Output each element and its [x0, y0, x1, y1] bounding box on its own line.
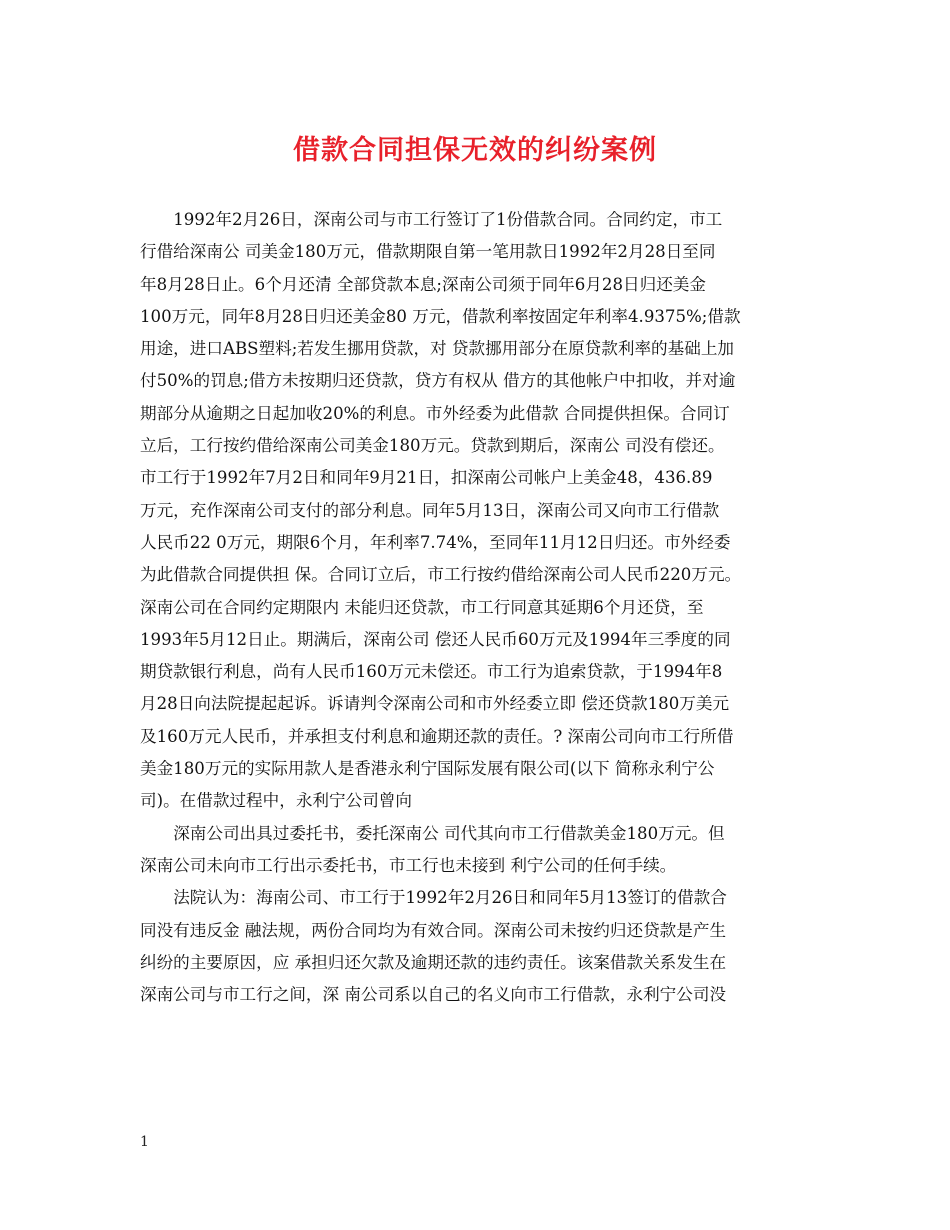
paragraph-line: 付50%的罚息;借方未按期归还贷款，贷方有权从 借方的其他帐户中扣收，并对逾: [140, 371, 736, 391]
paragraph-2: [140, 818, 830, 883]
paragraph-line: 1993年5月12日止。期满后，深南公司 偿还人民币60万元及1994年三季度的同: [140, 629, 731, 649]
paragraph-1: [140, 204, 830, 818]
paragraph-line: 期贷款银行利息，尚有人民币160万元未偿还。市工行为追索贷款，于1994年8: [140, 662, 723, 682]
paragraph-line: 为此借款合同提供担 保。合同订立后，市工行按约借给深南公司人民币220万元。: [140, 565, 742, 585]
paragraph-line: 深南公司未向市工行出示委托书，市工行也未接到 利宁公司的任何手续。: [140, 855, 677, 875]
paragraph-line: 1992年2月26日，深南公司与市工行签订了1份借款合同。合同约定，市工: [173, 210, 723, 229]
paragraph-line: 深南公司与市工行之间，深 南公司系以自己的名义向市工行借款，永利宁公司没: [140, 985, 727, 1005]
document-body: [140, 204, 830, 1011]
document-title: 借款合同担保无效的纠纷案例: [293, 135, 657, 166]
paragraph-line: 及160万元人民币，并承担支付利息和逾期还款的责任。? 深南公司向市工行所借: [140, 726, 734, 746]
paragraph-line: 行借给深南公 司美金180万元，借款期限自第一笔用款日1992年2月28日至同: [140, 242, 716, 262]
paragraph-line: 美金180万元的实际用款人是香港永利宁国际发展有限公司(以下 简称永利宁公: [140, 759, 715, 779]
paragraph-line: 司)。在借款过程中，永利宁公司曾向: [140, 791, 412, 811]
paragraph-line: 月28日向法院提起起诉。诉请判令深南公司和市外经委立即 偿还贷款180万美元: [140, 694, 730, 714]
page-number: 1: [140, 1134, 149, 1150]
paragraph-line: 年8月28日止。6个月还清 全部贷款本息;深南公司须于同年6月28日归还美金: [140, 274, 706, 294]
paragraph-line: 立后，工行按约借给深南公司美金180万元。贷款到期后，深南公 司没有偿还。: [140, 436, 725, 456]
paragraph-line: 纠纷的主要原因，应 承担归还欠款及逾期还款的违约责任。该案借款关系发生在: [140, 952, 727, 972]
paragraph-line: 深南公司在合同约定期限内 未能归还贷款，市工行同意其延期6个月还贷，至: [140, 597, 704, 617]
paragraph-3: [140, 882, 830, 1011]
paragraph-line: 万元，充作深南公司支付的部分利息。同年5月13日，深南公司又向市工行借款: [140, 500, 720, 520]
paragraph-line: 100万元，同年8月28日归还美金80 万元，借款利率按固定年利率4.9375%;借款: [140, 306, 741, 326]
paragraph-line: 期部分从逾期之日起加收20%的利息。市外经委为此借款 合同提供担保。合同订: [140, 403, 730, 423]
paragraph-line: 市工行于1992年7月2日和同年9月21日，扣深南公司帐户上美金48，436.89: [140, 468, 713, 488]
paragraph-line: 深南公司出具过委托书，委托深南公 司代其向市工行借款美金180万元。但: [173, 823, 725, 843]
paragraph-line: 用途，进口ABS塑料;若发生挪用贷款，对 贷款挪用部分在原贷款利率的基础上加: [140, 339, 735, 359]
paragraph-line: 法院认为：海南公司、市工行于1992年2月26日和同年5月13签订的借款合: [173, 888, 727, 908]
paragraph-line: 人民币22 0万元，期限6个月，年利率7.74%，至同年11月12日归还。市外经委: [140, 532, 731, 552]
paragraph-line: 同没有违反金 融法规，两份合同均为有效合同。深南公司未按约归还贷款是产生: [140, 920, 727, 940]
